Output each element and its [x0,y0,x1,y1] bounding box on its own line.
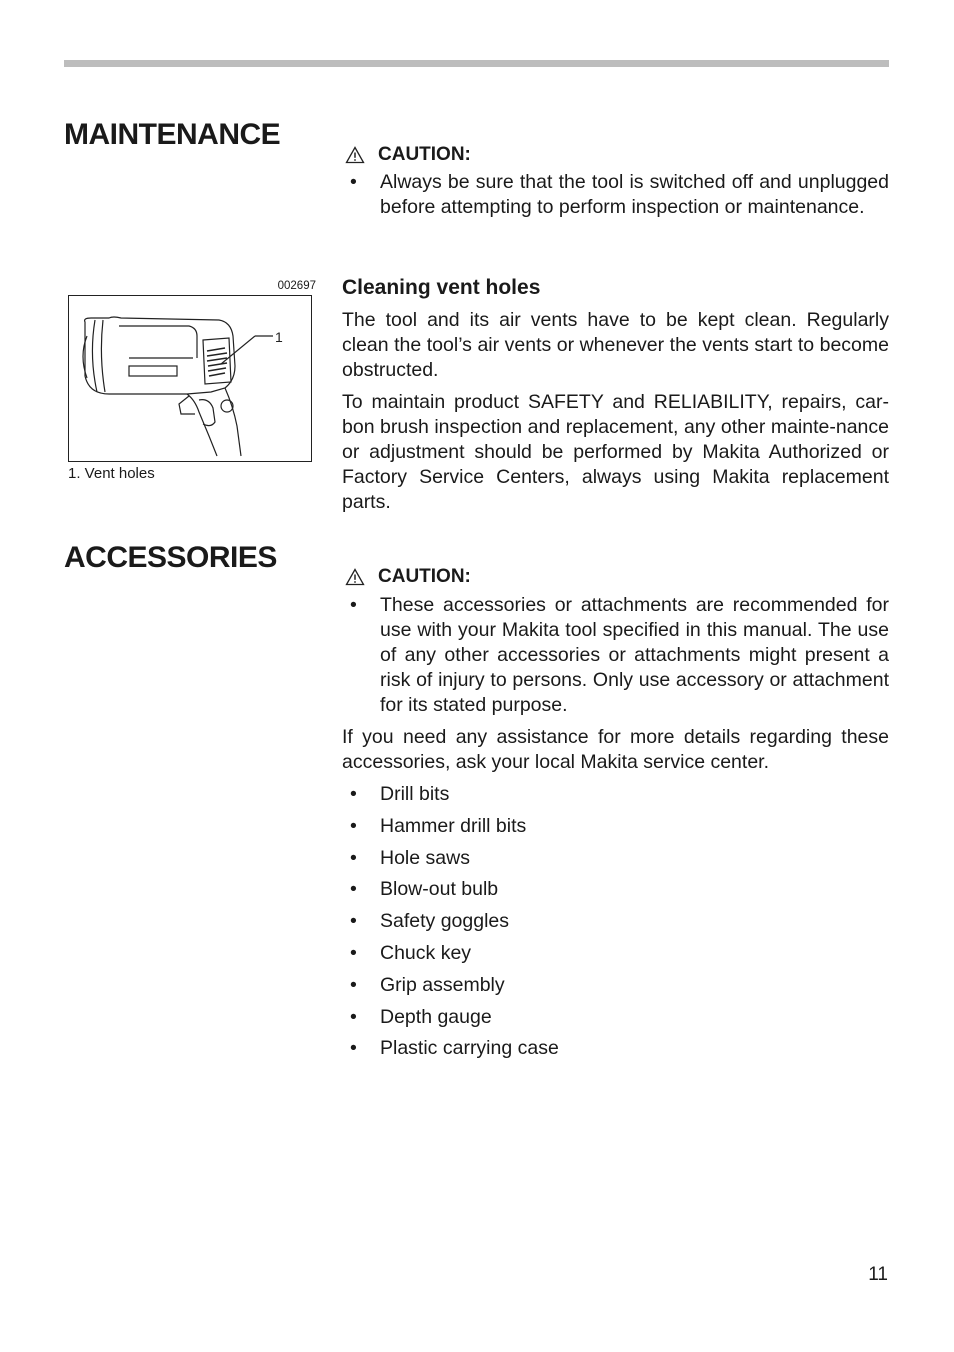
list-item: • Drill bits [342,782,889,807]
maintenance-caution-block [342,142,889,220]
warning-triangle-icon [345,568,365,586]
list-item: • Grip assembly [342,973,889,998]
accessories-block [342,564,889,1068]
vent-holes-figure [68,295,312,462]
caution-bullet: • Always be sure that the tool is switched off and unplugged before attempting to perform inspection or maintenance. [342,170,889,220]
header-rule [64,60,889,67]
page-number: 11 [868,1264,888,1285]
caution-header [342,142,889,167]
cleaning-paragraph-1: The tool and its air vents have to be kept clean. Regularly clean the tool’s air vents or whenever the vents start to become obstructed. [342,309,889,381]
list-item: • Safety goggles [342,909,889,934]
maintenance-heading: MAINTENANCE [64,118,281,151]
accessories-intro: If you need any assistance for more details regarding these accessories, ask your local Makita service center. [342,726,889,773]
list-item: • Plastic carrying case [342,1036,889,1061]
cleaning-subheading: Cleaning vent holes [342,276,541,299]
warning-triangle-icon [345,146,365,164]
accessories-list [342,782,889,1061]
figure-code: 002697 [277,280,316,292]
caution-bullet: • These accessories or attachments are recommended for use with your Makita tool specified in this manual. The use of any other accessories or attachments might present a risk of injury to persons. Only use accessory or attachment for its stated purpose. [342,593,889,718]
list-item: • Depth gauge [342,1005,889,1030]
caution-label: CAUTION: [378,144,471,165]
list-item: • Hole saws [342,846,889,871]
list-item: • Chuck key [342,941,889,966]
figure-callout: 1 [275,329,283,345]
caution-label: CAUTION: [378,566,471,587]
list-item: • Hammer drill bits [342,814,889,839]
list-item: • Blow-out bulb [342,877,889,902]
accessories-heading: ACCESSORIES [64,541,277,574]
caution-header [342,564,889,589]
drill-illustration-icon [69,296,310,460]
figure-caption: 1. Vent holes [68,465,155,482]
cleaning-section [342,275,889,515]
cleaning-paragraph-2: To maintain product SAFETY and RELIABILITY, repairs, car-bon brush inspection and replacement, any other mainte-nance or adjustment should be performed by Makita Authorized or Factory Service Centers, always using Makita replacement parts. [342,391,889,513]
